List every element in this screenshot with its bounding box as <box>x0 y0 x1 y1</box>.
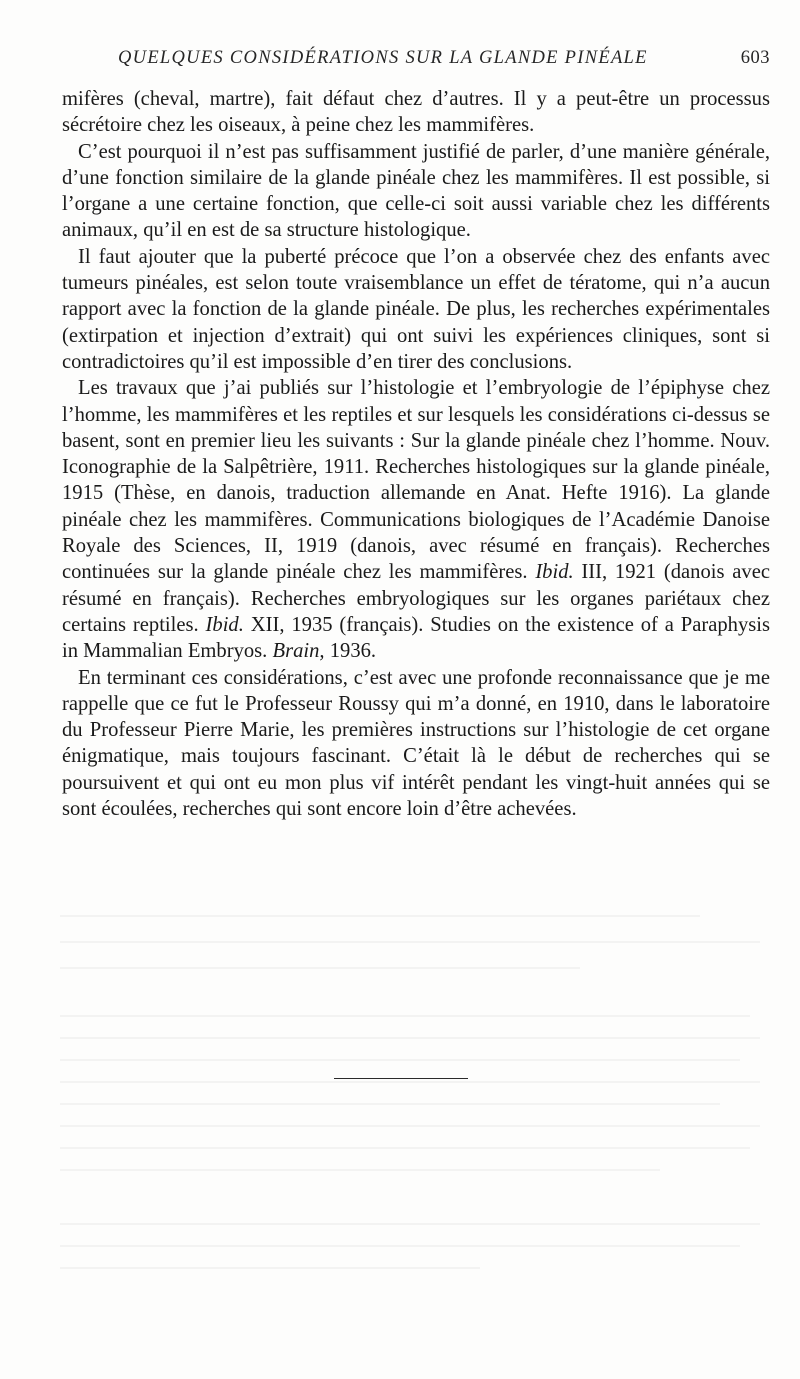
bibliography-text: XII, 1935 (français). Studies on the existence of a Paraphysis in Mammalian Embryos. <box>62 613 771 663</box>
bibliography-text: 1936. <box>329 640 377 663</box>
bibliography-text: III, 1921 (danois avec résumé en français). Recherches embryologiques sur les organes pariétaux chez certains reptiles. <box>62 561 770 636</box>
paragraph-2: C’est pourquoi il n’est pas suffisamment justifié de parler, d’une manière générale, d’une fonction similaire de la glande pinéale chez les mammifères. Il est possible, si l’organe a une certaine fonction, que celle-ci soit aussi variable chez les différents animaux, qu’il en est de sa structure histologique. <box>62 140 770 242</box>
page-number: 603 <box>740 48 770 68</box>
bibliography-text: Les travaux que j’ai publiés sur l’histologie et l’embryologie de l’épiphyse chez l’homme, les mammifères et les reptiles et sur lesquels les considérations ci-dessus se basent, sont en premier lieu les suivants : Sur la glande pinéale chez l’homme. Nouv. Iconographie de la Salpêtrière, 1911. Recherches histologiques sur la glande pinéale, 1915 (Thèse, en danois, traduction allemande en Anat. Hefte 1916). La glande pinéale chez les mammifères. Communications biologiques de l’Académie Danoise Royale des Sciences, II, 1919 (danois, avec résumé en français). Recherches continuées sur la glande pinéale chez les mammifères. <box>62 377 770 584</box>
running-head <box>62 48 770 72</box>
paragraph-4-bibliography <box>62 375 770 664</box>
end-rule-divider <box>334 1078 468 1079</box>
paragraph-3: Il faut ajouter que la puberté précoce que l’on a observée chez des enfants avec tumeurs pinéales, est selon toute vraisemblance un effet de tératome, qui n’a aucun rapport avec la fonction de la glande pinéale. De plus, les recherches expérimentales (extirpation et injection d’extrait) qui ont suivi les expériences cliniques, sont si contradictoires qu’il est impossible d’en tirer des conclusions. <box>62 245 770 373</box>
running-title: QUELQUES CONSIDÉRATIONS SUR LA GLANDE PINÉALE <box>118 48 648 68</box>
body-text <box>62 86 770 822</box>
page-bleed-through-texture <box>60 905 770 1305</box>
ibid-reference: Ibid. <box>205 613 244 636</box>
journal-title-brain: Brain, <box>272 640 325 663</box>
ibid-reference: Ibid. <box>535 561 574 584</box>
paragraph-5-closing: En terminant ces considérations, c’est avec une profonde reconnaissance que je me rappelle que ce fut le Professeur Roussy qui m’a donné, en 1910, dans le laboratoire du Professeur Pierre Marie, les premières instructions sur l’histologie de cet organe énigmatique, mais toujours fascinant. C’était là le début de recherches qui se poursuivent et qui ont eu mon plus vif intérêt pendant les vingt-huit années qui se sont écoulées, recherches qui sont encore loin d’être achevées. <box>62 666 770 821</box>
paragraph-1: mifères (cheval, martre), fait défaut chez d’autres. Il y a peut-être un processus sécrétoire chez les oiseaux, à peine chez les mammifères. <box>62 88 770 137</box>
